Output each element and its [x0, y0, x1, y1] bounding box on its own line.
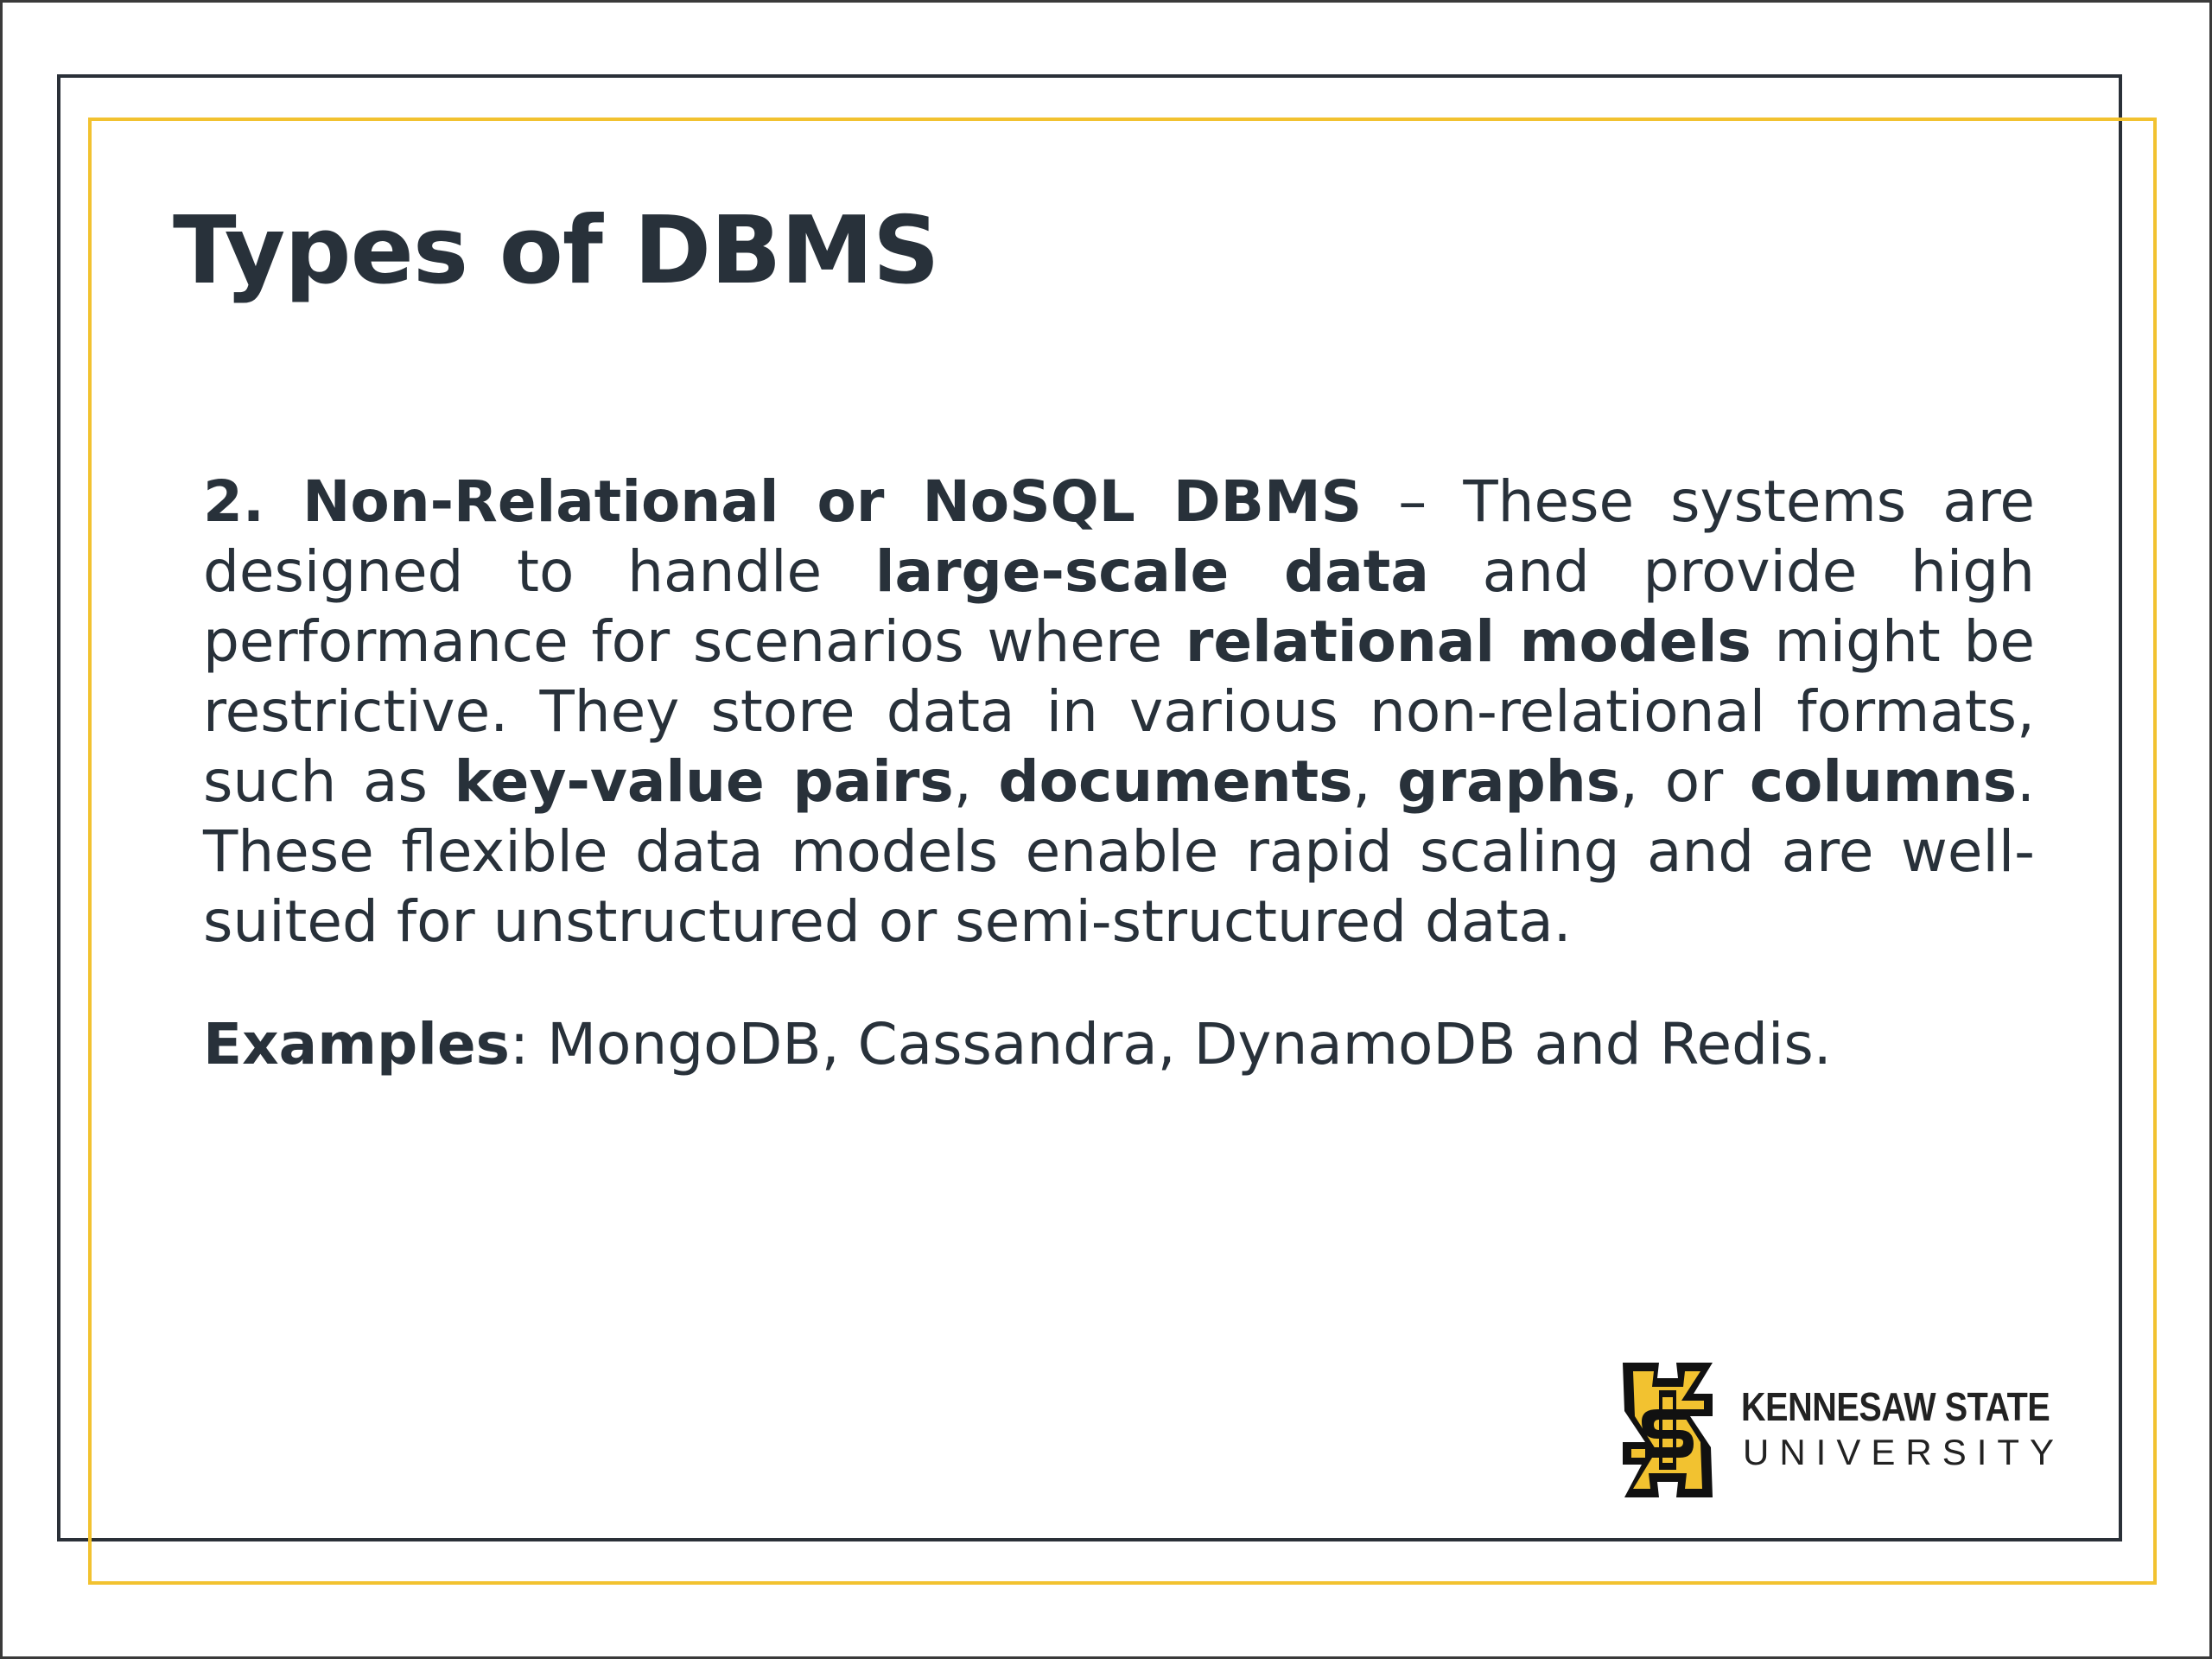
slide-title: Types of DBMS [173, 197, 939, 305]
examples-label: Examples [203, 1011, 510, 1077]
text-segment: – These systems are designed to handle [203, 468, 2035, 605]
logo-subtitle: UNIVERSITY [1743, 1432, 2065, 1472]
text-segment: might be restrictive. They store data in various non-relational formats, such as [203, 608, 2035, 815]
emphasis-large-scale-data: large-scale data [874, 538, 1429, 605]
text-segment: . These flexible data models enable rapid scaling and are well-suited for unstructured or semi-structured data. [203, 748, 2036, 955]
emphasis-graphs: graphs [1397, 748, 1621, 815]
text-segment: , [1352, 748, 1398, 815]
emphasis-columns: columns [1749, 748, 2018, 815]
university-logo [1607, 1352, 2091, 1508]
emphasis-key-value-pairs: key-value pairs [454, 748, 954, 815]
text-segment: , or [1620, 748, 1750, 815]
examples-line [203, 1009, 2035, 1079]
text-segment: and provide high performance for scenarios where [203, 538, 2035, 675]
emphasis-relational-models: relational models [1185, 608, 1751, 675]
emphasis-documents: documents [998, 748, 1353, 815]
text-segment: , [953, 748, 999, 815]
body-paragraph [203, 467, 2035, 957]
logo-wordmark: KENNESAW STATE [1741, 1384, 2050, 1429]
section-heading: 2. Non-Relational or NoSQL DBMS [203, 468, 1363, 535]
ks-monogram-icon [1607, 1352, 1728, 1508]
examples-list: : MongoDB, Cassandra, DynamoDB and Redis. [509, 1011, 1832, 1077]
